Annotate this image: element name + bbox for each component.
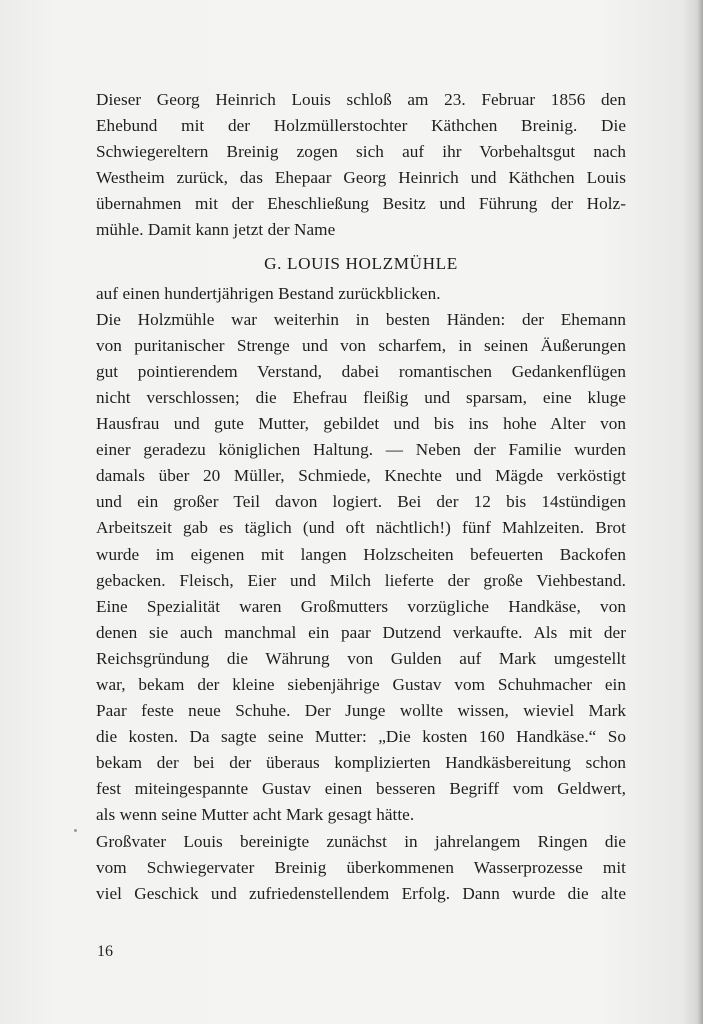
text-line: von puritanischer Strenge und von scharfem, in seinen Äußerungen [96, 335, 626, 355]
text-line: Westheim zurück, das Ehepaar Georg Heinrich und Käthchen Louis [96, 168, 626, 188]
text-line: Großvater Louis bereinigte zunächst in jahrelangem Ringen die [96, 831, 626, 851]
text-line: bekam der bei der überaus komplizierten Handkäsbereitung schon [96, 753, 626, 773]
text-line: nicht verschlossen; die Ehefrau fleißig und sparsam, eine kluge [96, 387, 626, 407]
text-line: denen sie auch manchmal ein paar Dutzend verkaufte. Als mit der [96, 622, 626, 642]
text-line: Hausfrau und gute Mutter, gebildet und bis ins hohe Alter von [96, 414, 626, 434]
text-line: Dieser Georg Heinrich Louis schloß am 23. Februar 1856 den [96, 90, 626, 109]
text-line: fest miteingespannte Gustav einen besseren Begriff vom Geldwert, [96, 779, 626, 799]
text-line: auf einen hundertjährigen Bestand zurückblicken. [96, 283, 441, 303]
text-line: übernahmen mit der Eheschließung Besitz und Führung der Holz- [96, 194, 626, 214]
text-line: damals über 20 Müller, Schmiede, Knechte und Mägde verköstigt [96, 466, 626, 486]
text-line: mühle. Damit kann jetzt der Name [96, 220, 336, 240]
text-line: Paar feste neue Schuhe. Der Junge wollte wissen, wieviel Mark [96, 701, 626, 721]
text-line: und ein großer Teil davon logiert. Bei der 12 bis 14stündigen [96, 492, 626, 512]
text-line: wurde im eigenen mit langen Holzscheiten befeuerten Backofen [96, 544, 626, 564]
text-line: Eine Spezialität waren Großmutters vorzügliche Handkäse, von [96, 596, 626, 616]
text-line: Arbeitszeit gab es täglich (und oft nächtlich!) fünf Mahlzeiten. Brot [96, 518, 626, 538]
text-line: gebacken. Fleisch, Eier und Milch lieferte der große Viehbestand. [96, 570, 626, 590]
page-number: 16 [97, 943, 113, 960]
text-line: Schwiegereltern Breinig zogen sich auf ihr Vorbehaltsgut nach [96, 142, 626, 162]
section-heading: G. LOUIS HOLZMÜHLE [264, 253, 458, 273]
text-line: als wenn seine Mutter acht Mark gesagt hätte. [96, 805, 415, 825]
text-line: einer geradezu königlichen Haltung. — Neben der Familie wurden [96, 440, 626, 460]
text-line: Ehebund mit der Holzmüllerstochter Käthchen Breinig. Die [96, 116, 626, 136]
text-line: vom Schwiegervater Breinig überkommenen Wasserprozesse mit [96, 857, 626, 877]
text-line: Reichsgründung die Währung von Gulden auf Mark umgestellt [96, 648, 626, 668]
page-edge-shadow [697, 0, 703, 1024]
paper-speck [74, 829, 77, 832]
text-line: Die Holzmühle war weiterhin in besten Händen: der Ehemann [96, 309, 626, 329]
body-text [96, 87, 626, 907]
text-line: war, bekam der kleine siebenjährige Gustav vom Schuhmacher ein [96, 674, 626, 694]
text-line: viel Geschick und zufriedenstellendem Erfolg. Dann wurde die alte [96, 883, 626, 903]
text-line: gut pointierendem Verstand, dabei romantischen Gedankenflügen [96, 361, 626, 381]
text-line: die kosten. Da sagte seine Mutter: „Die kosten 160 Handkäse.“ So [96, 727, 626, 747]
